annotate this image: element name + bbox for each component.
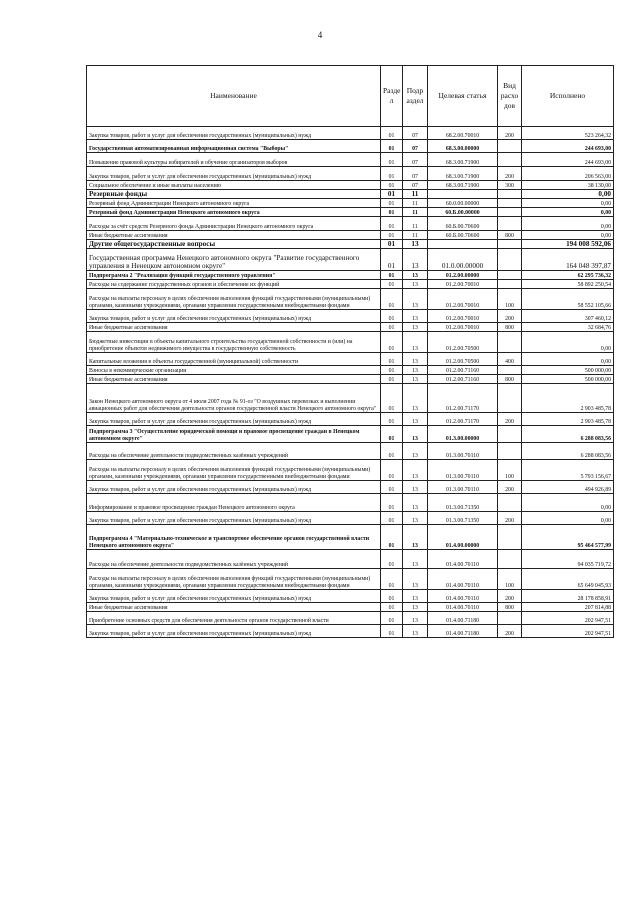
cell-expense-type: 100 — [498, 460, 522, 481]
cell-target-article: 01.2.00.70010 — [428, 323, 498, 332]
cell-subsection: 13 — [403, 625, 428, 638]
cell-target-article: 60.Б.00.00000 — [428, 208, 498, 217]
cell-subsection: 13 — [403, 443, 428, 460]
cell-name: Закупка товаров, работ и услуг для обеспечения государственных (муниципальных) нужд — [87, 481, 381, 494]
table-row — [87, 384, 614, 413]
cell-expense-type: 200 — [498, 127, 522, 140]
table-row — [87, 590, 614, 603]
table-row — [87, 280, 614, 289]
cell-target-article: 01.2.00.71160 — [428, 366, 498, 375]
cell-subsection: 13 — [403, 271, 428, 280]
cell-section: 01 — [381, 249, 403, 271]
cell-executed: 207 814,88 — [522, 603, 614, 612]
cell-executed: 523 264,32 — [522, 127, 614, 140]
cell-name: Государственная автоматизированная информационная система "Выборы" — [87, 140, 381, 153]
cell-subsection: 13 — [403, 512, 428, 525]
cell-subsection: 07 — [403, 167, 428, 181]
cell-section: 01 — [381, 127, 403, 140]
cell-name: Повышение правовой культуры избирателей и обучение организаторов выборов — [87, 153, 381, 167]
cell-name: Расходы на обеспечение деятельности подведомственных казённых учреждений — [87, 550, 381, 569]
cell-subsection: 13 — [403, 460, 428, 481]
cell-executed: 194 008 592,06 — [522, 240, 614, 249]
cell-subsection: 13 — [403, 323, 428, 332]
cell-executed: 32 684,76 — [522, 323, 614, 332]
cell-target-article: 60.0.00.00000 — [428, 199, 498, 208]
cell-section: 01 — [381, 310, 403, 323]
cell-name: Иные бюджетные ассигнования — [87, 603, 381, 612]
cell-executed: 0,00 — [522, 512, 614, 525]
cell-target-article: 01.0.00.00000 — [428, 249, 498, 271]
cell-executed: 244 693,00 — [522, 140, 614, 153]
cell-target-article: 68.3.00.71900 — [428, 167, 498, 181]
cell-name: Резервные фонды — [87, 190, 381, 199]
cell-executed: 2 903 485,78 — [522, 384, 614, 413]
cell-expense-type — [498, 240, 522, 249]
cell-subsection: 13 — [403, 289, 428, 310]
cell-expense-type: 200 — [498, 512, 522, 525]
cell-name: Приобретение основных средств для обеспечения деятельности органов государственной власти — [87, 612, 381, 625]
cell-section: 01 — [381, 181, 403, 190]
cell-subsection: 07 — [403, 153, 428, 167]
cell-section: 01 — [381, 460, 403, 481]
cell-section: 01 — [381, 443, 403, 460]
cell-section: 01 — [381, 231, 403, 240]
cell-target-article: 01.3.00.71350 — [428, 494, 498, 512]
cell-target-article: 68.3.00.71900 — [428, 153, 498, 167]
cell-section: 01 — [381, 153, 403, 167]
cell-name: Подпрограмма 4 "Материально-техническое и транспортное обеспечение органов государственной власти Ненецкого автономного округа" — [87, 525, 381, 550]
cell-target-article: 60.Б.00.70600 — [428, 231, 498, 240]
table-row — [87, 443, 614, 460]
cell-executed: 62 295 736,32 — [522, 271, 614, 280]
cell-executed: 58 892 250,54 — [522, 280, 614, 289]
cell-section: 01 — [381, 199, 403, 208]
cell-executed: 0,00 — [522, 217, 614, 231]
cell-expense-type — [498, 332, 522, 353]
cell-name: Бюджетные инвестиции в объекты капитального строительства государственной собственности и (или) на приобретение объектов недвижимого имущества в государственную собственность — [87, 332, 381, 353]
cell-section: 01 — [381, 208, 403, 217]
cell-executed: 500 000,00 — [522, 375, 614, 384]
cell-expense-type: 300 — [498, 181, 522, 190]
table-row — [87, 217, 614, 231]
cell-target-article: 01.2.00.70010 — [428, 310, 498, 323]
cell-name: Закупка товаров, работ и услуг для обеспечения государственных (муниципальных) нужд — [87, 310, 381, 323]
cell-executed: 244 693,00 — [522, 153, 614, 167]
cell-section: 01 — [381, 271, 403, 280]
cell-subsection: 13 — [403, 426, 428, 443]
header-executed: Исполнено — [522, 66, 614, 127]
cell-name: Закупка товаров, работ и услуг для обеспечения государственных (муниципальных) нужд — [87, 127, 381, 140]
cell-expense-type — [498, 217, 522, 231]
cell-name: Закупка товаров, работ и услуг для обеспечения государственных (муниципальных) нужд — [87, 413, 381, 426]
cell-name: Иные бюджетные ассигнования — [87, 375, 381, 384]
cell-expense-type — [498, 366, 522, 375]
cell-expense-type — [498, 550, 522, 569]
cell-name: Закупка товаров, работ и услуг для обеспечения государственных (муниципальных) нужд — [87, 167, 381, 181]
cell-name: Государственная программа Ненецкого автономного округа "Развитие государственного управления в Ненецком автономном округе" — [87, 249, 381, 271]
cell-target-article: 01.2.00.70500 — [428, 332, 498, 353]
cell-expense-type: 200 — [498, 310, 522, 323]
cell-executed: 494 926,89 — [522, 481, 614, 494]
cell-subsection: 13 — [403, 249, 428, 271]
cell-executed: 0,00 — [522, 190, 614, 199]
cell-section: 01 — [381, 612, 403, 625]
cell-target-article: 01.4.00.70110 — [428, 550, 498, 569]
cell-name: Закон Ненецкого автономного округа от 4 июля 2007 года № 91-оз "О воздушных перевозках и выполнении авиационных работ для обеспечения деятельности органов государственной власти Ненецкого автономного округа" — [87, 384, 381, 413]
cell-name: Другие общегосударственные вопросы — [87, 240, 381, 249]
cell-target-article: 01.4.00.71180 — [428, 625, 498, 638]
cell-subsection: 13 — [403, 481, 428, 494]
header-expense-type: Вид расхо дов — [498, 66, 522, 127]
cell-target-article: 68.2.00.70010 — [428, 127, 498, 140]
header-target-article: Целевая статья — [428, 66, 498, 127]
cell-section: 01 — [381, 603, 403, 612]
cell-subsection: 11 — [403, 190, 428, 199]
cell-expense-type — [498, 280, 522, 289]
table-row — [87, 140, 614, 153]
cell-expense-type: 800 — [498, 323, 522, 332]
cell-expense-type — [498, 443, 522, 460]
table-row — [87, 460, 614, 481]
cell-subsection: 13 — [403, 353, 428, 366]
table-row — [87, 271, 614, 280]
cell-executed: 94 035 719,72 — [522, 550, 614, 569]
cell-executed: 206 563,00 — [522, 167, 614, 181]
cell-expense-type — [498, 140, 522, 153]
cell-executed: 500 000,00 — [522, 366, 614, 375]
cell-target-article: 01.4.00.00000 — [428, 525, 498, 550]
cell-target-article: 60.Б.00.70600 — [428, 217, 498, 231]
cell-subsection: 13 — [403, 525, 428, 550]
table-header-row — [87, 66, 614, 127]
cell-expense-type: 200 — [498, 481, 522, 494]
cell-target-article: 01.2.00.00000 — [428, 271, 498, 280]
table-row — [87, 512, 614, 525]
cell-target-article: 01.2.00.70010 — [428, 289, 498, 310]
cell-target-article: 01.4.00.70110 — [428, 569, 498, 590]
cell-subsection: 13 — [403, 550, 428, 569]
table-row — [87, 332, 614, 353]
cell-section: 01 — [381, 569, 403, 590]
cell-subsection: 13 — [403, 603, 428, 612]
cell-subsection: 07 — [403, 127, 428, 140]
cell-subsection: 13 — [403, 366, 428, 375]
cell-expense-type — [498, 199, 522, 208]
table-row — [87, 375, 614, 384]
cell-target-article: 01.3.00.71350 — [428, 512, 498, 525]
cell-expense-type: 200 — [498, 590, 522, 603]
cell-name: Резервный фонд Администрации Ненецкого автономного округа — [87, 208, 381, 217]
table-row — [87, 625, 614, 638]
header-subsection: Подр аздел — [403, 66, 428, 127]
cell-section: 01 — [381, 323, 403, 332]
cell-executed: 5 793 156,67 — [522, 460, 614, 481]
cell-target-article — [428, 240, 498, 249]
table-row — [87, 426, 614, 443]
cell-subsection: 11 — [403, 217, 428, 231]
cell-expense-type — [498, 525, 522, 550]
cell-expense-type — [498, 384, 522, 413]
cell-name: Взносы в некоммерческие организации — [87, 366, 381, 375]
cell-expense-type: 800 — [498, 231, 522, 240]
cell-expense-type — [498, 494, 522, 512]
cell-executed: 65 649 045,93 — [522, 569, 614, 590]
cell-expense-type: 800 — [498, 603, 522, 612]
table-row — [87, 231, 614, 240]
cell-section: 01 — [381, 366, 403, 375]
cell-executed: 6 288 083,56 — [522, 443, 614, 460]
cell-target-article — [428, 190, 498, 199]
cell-expense-type: 200 — [498, 413, 522, 426]
cell-executed: 0,00 — [522, 332, 614, 353]
cell-subsection: 13 — [403, 240, 428, 249]
cell-target-article: 01.2.00.71170 — [428, 384, 498, 413]
cell-name: Расходы на выплаты персоналу в целях обеспечения выполнения функций государственными (муниципальными) органами, казенными учреждениями, органами управления государственными внебюджетными фондами — [87, 289, 381, 310]
table-row — [87, 310, 614, 323]
table-row — [87, 525, 614, 550]
cell-expense-type: 100 — [498, 289, 522, 310]
cell-section: 01 — [381, 217, 403, 231]
cell-section: 01 — [381, 481, 403, 494]
cell-section: 01 — [381, 512, 403, 525]
table-row — [87, 353, 614, 366]
cell-subsection: 13 — [403, 384, 428, 413]
cell-target-article: 01.4.00.71180 — [428, 612, 498, 625]
cell-executed: 164 048 397,87 — [522, 249, 614, 271]
cell-name: Подпрограмма 2 "Реализация функций государственного управления" — [87, 271, 381, 280]
cell-subsection: 13 — [403, 569, 428, 590]
cell-expense-type: 800 — [498, 375, 522, 384]
cell-section: 01 — [381, 375, 403, 384]
cell-executed: 0,00 — [522, 199, 614, 208]
header-section: Разде л — [381, 66, 403, 127]
table-row — [87, 167, 614, 181]
cell-target-article: 01.2.00.70010 — [428, 280, 498, 289]
cell-expense-type — [498, 190, 522, 199]
table-row — [87, 289, 614, 310]
cell-name: Закупка товаров, работ и услуг для обеспечения государственных (муниципальных) нужд — [87, 625, 381, 638]
cell-name: Социальное обеспечение и иные выплаты населению — [87, 181, 381, 190]
cell-name: Закупка товаров, работ и услуг для обеспечения государственных (муниципальных) нужд — [87, 512, 381, 525]
cell-subsection: 11 — [403, 208, 428, 217]
cell-executed: 0,00 — [522, 231, 614, 240]
cell-expense-type: 200 — [498, 625, 522, 638]
cell-expense-type — [498, 426, 522, 443]
cell-name: Резервный фонд Администрации Ненецкого автономного округа — [87, 199, 381, 208]
cell-target-article: 01.4.00.70110 — [428, 603, 498, 612]
table-row — [87, 603, 614, 612]
table-row — [87, 240, 614, 249]
cell-section: 01 — [381, 413, 403, 426]
cell-subsection: 13 — [403, 375, 428, 384]
cell-target-article: 01.3.00.70110 — [428, 443, 498, 460]
cell-section: 01 — [381, 190, 403, 199]
cell-name: Капитальные вложения в объекты государственной (муниципальной) собственности — [87, 353, 381, 366]
cell-executed: 202 947,51 — [522, 625, 614, 638]
cell-target-article: 01.2.00.71160 — [428, 375, 498, 384]
cell-subsection: 13 — [403, 494, 428, 512]
cell-section: 01 — [381, 426, 403, 443]
cell-expense-type: 400 — [498, 353, 522, 366]
cell-subsection: 07 — [403, 140, 428, 153]
cell-section: 01 — [381, 525, 403, 550]
cell-target-article: 01.3.00.70110 — [428, 460, 498, 481]
table-row — [87, 127, 614, 140]
cell-executed: 0,00 — [522, 494, 614, 512]
page-number: 4 — [317, 30, 323, 40]
cell-subsection: 13 — [403, 612, 428, 625]
table-row — [87, 550, 614, 569]
cell-subsection: 11 — [403, 199, 428, 208]
cell-name: Расходы на обеспечение деятельности подведомственных казённых учреждений — [87, 443, 381, 460]
table-row — [87, 494, 614, 512]
cell-subsection: 13 — [403, 590, 428, 603]
table-row — [87, 190, 614, 199]
table-row — [87, 153, 614, 167]
cell-name: Расходы за счёт средств Резервного фонда Администрации Ненецкого автономного округа — [87, 217, 381, 231]
cell-section: 01 — [381, 167, 403, 181]
cell-section: 01 — [381, 550, 403, 569]
table-row — [87, 413, 614, 426]
cell-target-article: 68.3.00.00000 — [428, 140, 498, 153]
cell-subsection: 13 — [403, 310, 428, 323]
cell-target-article: 01.3.00.00000 — [428, 426, 498, 443]
cell-executed: 2 903 485,78 — [522, 413, 614, 426]
budget-table — [86, 65, 614, 638]
cell-section: 01 — [381, 240, 403, 249]
cell-target-article: 01.2.00.70500 — [428, 353, 498, 366]
cell-expense-type — [498, 208, 522, 217]
table-row — [87, 199, 614, 208]
cell-expense-type — [498, 249, 522, 271]
cell-name: Иные бюджетные ассигнования — [87, 323, 381, 332]
cell-section: 01 — [381, 332, 403, 353]
cell-subsection: 13 — [403, 332, 428, 353]
cell-subsection: 13 — [403, 280, 428, 289]
cell-expense-type: 200 — [498, 167, 522, 181]
cell-subsection: 07 — [403, 181, 428, 190]
cell-executed: 202 947,51 — [522, 612, 614, 625]
cell-name: Закупка товаров, работ и услуг для обеспечения государственных (муниципальных) нужд — [87, 590, 381, 603]
cell-section: 01 — [381, 353, 403, 366]
cell-name: Иные бюджетные ассигнования — [87, 231, 381, 240]
cell-executed: 58 552 105,66 — [522, 289, 614, 310]
cell-name: Расходы на выплаты персоналу в целях обеспечения выполнения функций государственными (муниципальными) органами, казенными учреждениями, органами управления государственными внебюджетными фондами — [87, 569, 381, 590]
cell-executed: 6 288 083,56 — [522, 426, 614, 443]
cell-executed: 28 178 858,91 — [522, 590, 614, 603]
cell-expense-type — [498, 153, 522, 167]
cell-section: 01 — [381, 280, 403, 289]
cell-executed: 0,00 — [522, 208, 614, 217]
table-row — [87, 612, 614, 625]
header-name: Наименование — [87, 66, 381, 127]
cell-section: 01 — [381, 384, 403, 413]
cell-name: Расходы на содержание государственных органов и обеспечение их функций — [87, 280, 381, 289]
table-row — [87, 366, 614, 375]
table-row — [87, 323, 614, 332]
cell-section: 01 — [381, 625, 403, 638]
table-row — [87, 569, 614, 590]
table-row — [87, 481, 614, 494]
cell-subsection: 13 — [403, 413, 428, 426]
cell-executed: 0,00 — [522, 353, 614, 366]
cell-target-article: 01.2.00.71170 — [428, 413, 498, 426]
cell-name: Информирование и правовое просвещение граждан Ненецкого автономного округа — [87, 494, 381, 512]
table-row — [87, 208, 614, 217]
table-row — [87, 181, 614, 190]
cell-section: 01 — [381, 590, 403, 603]
table-row — [87, 249, 614, 271]
cell-section: 01 — [381, 140, 403, 153]
cell-section: 01 — [381, 289, 403, 310]
cell-executed: 95 464 577,99 — [522, 525, 614, 550]
cell-expense-type — [498, 612, 522, 625]
cell-expense-type — [498, 271, 522, 280]
cell-target-article: 01.4.00.70110 — [428, 590, 498, 603]
cell-target-article: 68.3.00.71900 — [428, 181, 498, 190]
cell-target-article: 01.3.00.70110 — [428, 481, 498, 494]
cell-expense-type: 100 — [498, 569, 522, 590]
cell-section: 01 — [381, 494, 403, 512]
cell-name: Расходы на выплаты персоналу в целях обеспечения выполнения функций государственными (муниципальными) органами, казенными учреждениями, органами управления государственными внебюджетными фондами — [87, 460, 381, 481]
cell-subsection: 11 — [403, 231, 428, 240]
table-body — [87, 127, 614, 638]
cell-executed: 307 460,12 — [522, 310, 614, 323]
cell-executed: 38 130,00 — [522, 181, 614, 190]
cell-name: Подпрограмма 3 "Осуществление юридической помощи и правовое просвещение граждан в Ненецком автономном округе" — [87, 426, 381, 443]
